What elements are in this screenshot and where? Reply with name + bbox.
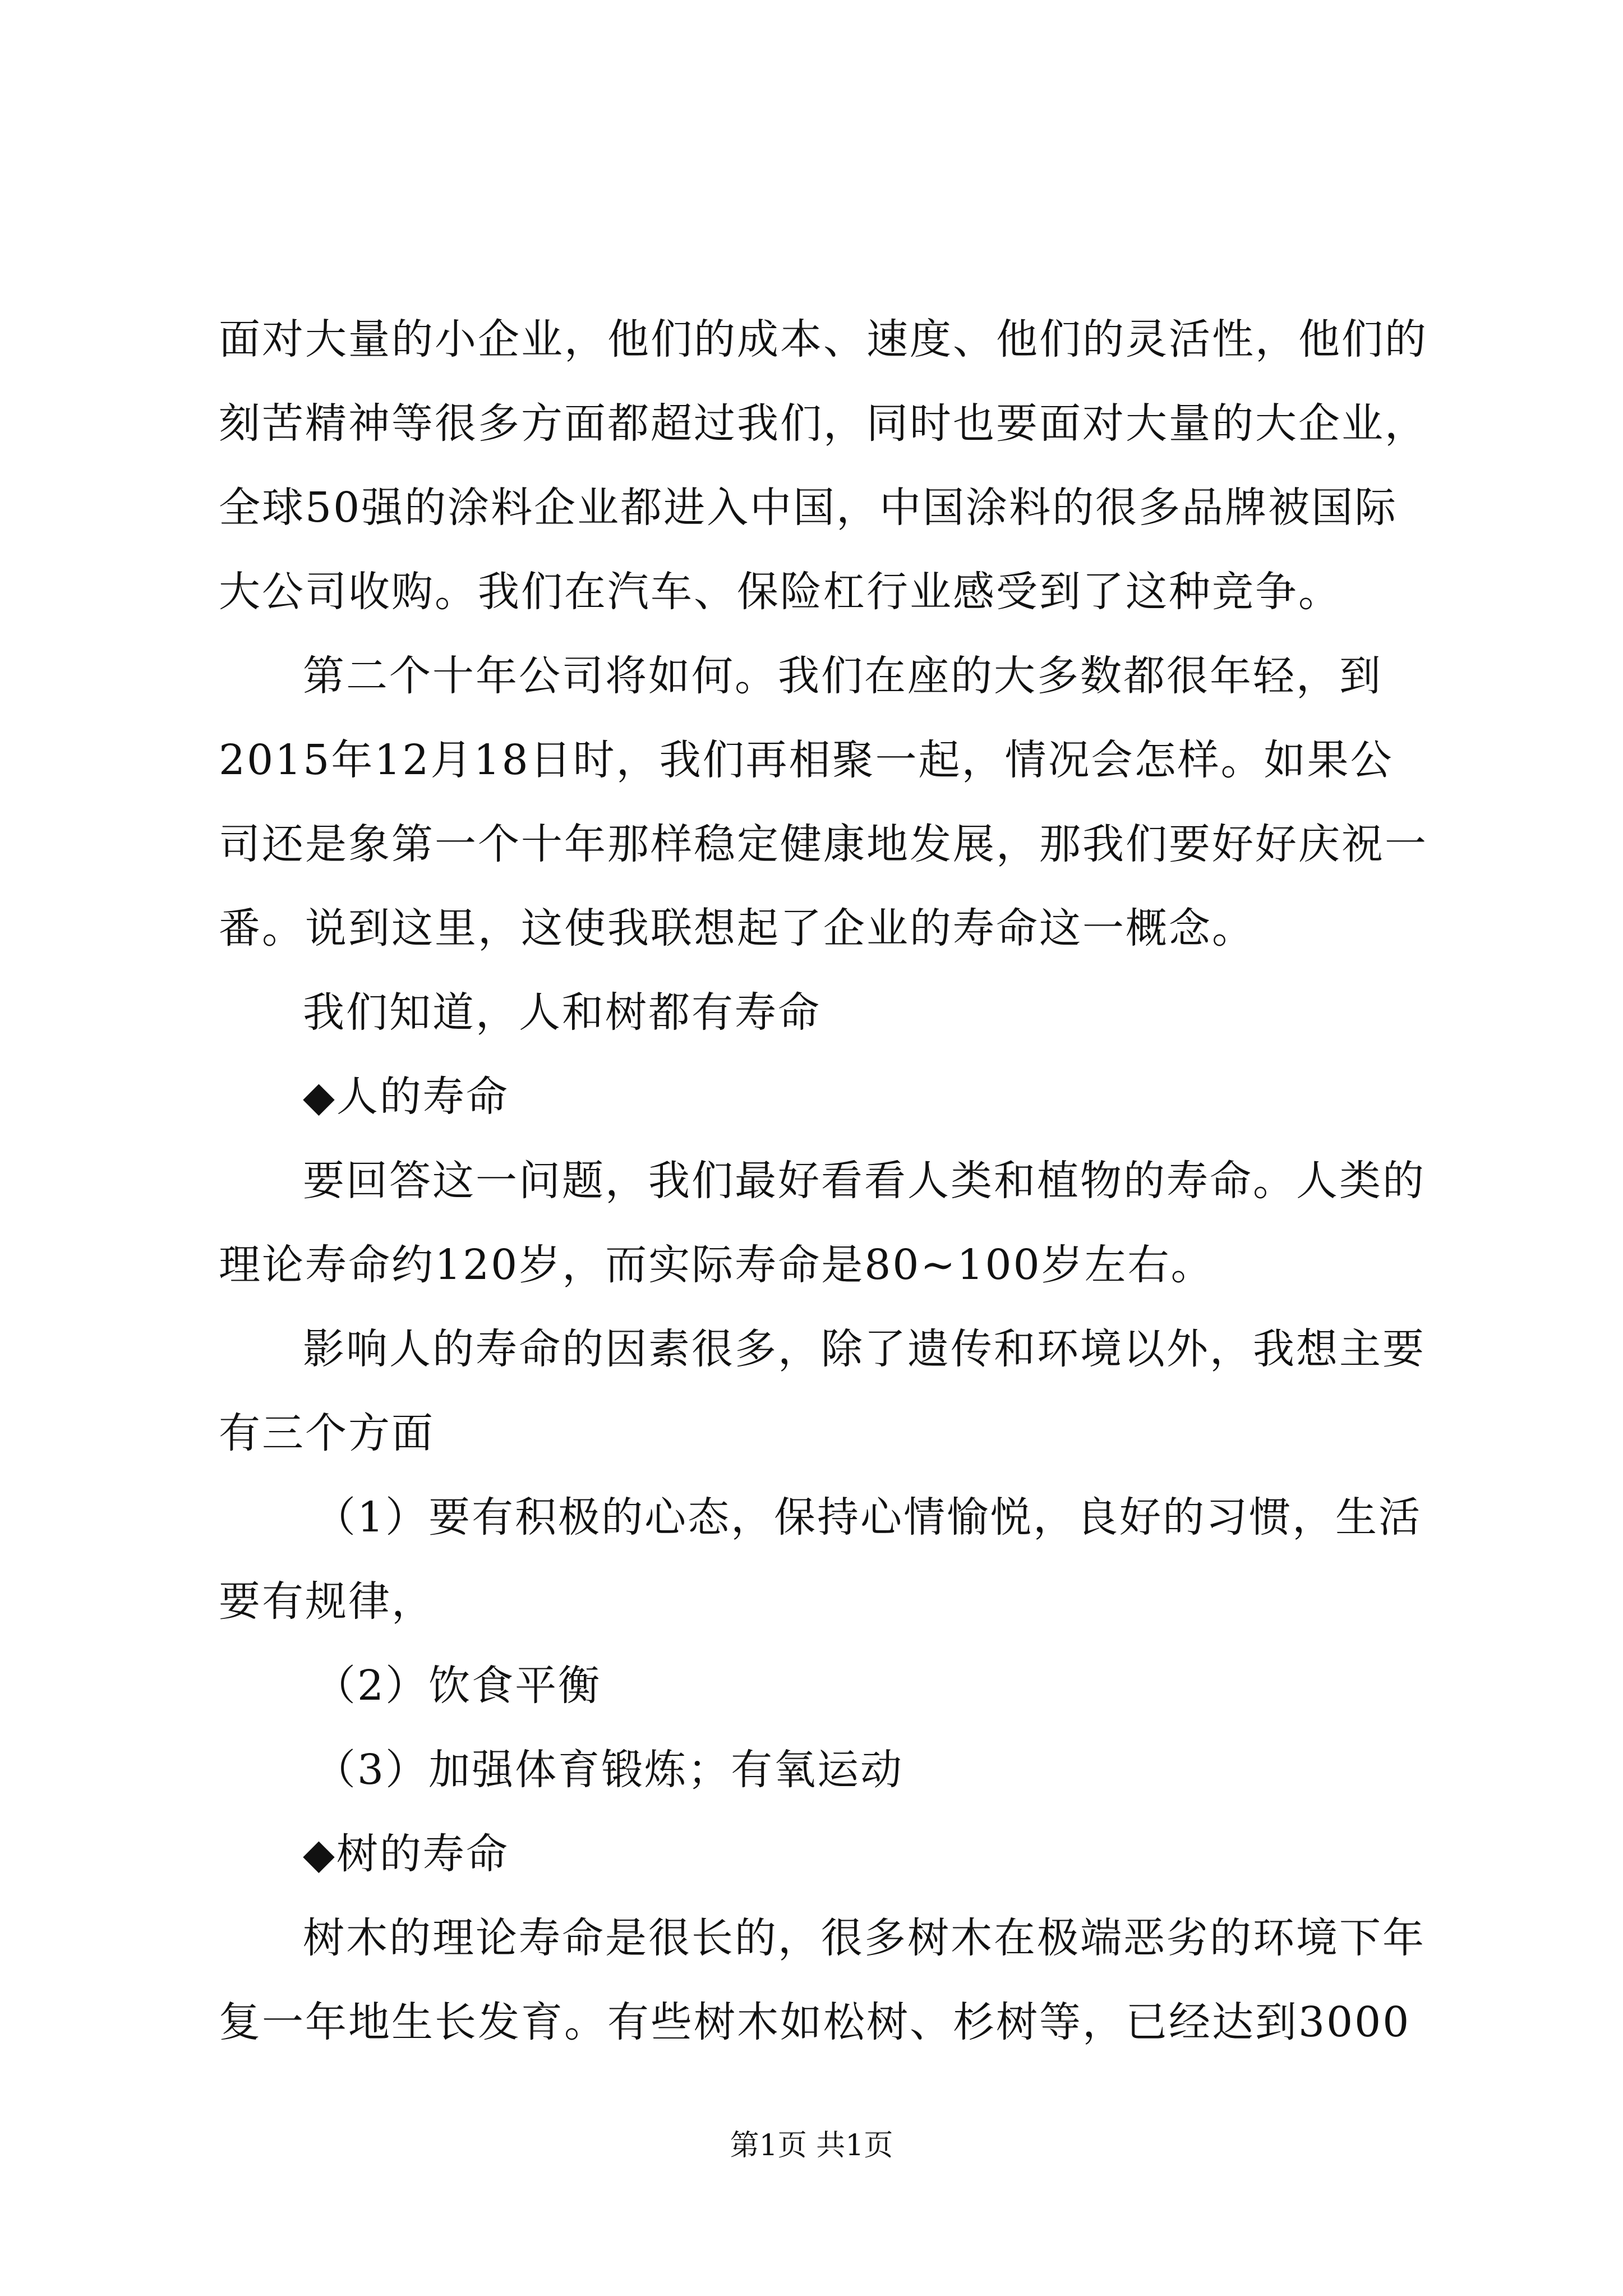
- body-line: 理论寿命约120岁，而实际寿命是80~100岁左右。: [219, 1241, 1214, 1289]
- paragraph-start-line: 树木的理论寿命是很长的，很多树木在极端恶劣的环境下年: [303, 1914, 1426, 1962]
- body-line: 司还是象第一个十年那样稳定健康地发展，那我们要好好庆祝一: [219, 820, 1428, 868]
- body-line: 全球50强的涂料企业都进入中国，中国涂料的很多品牌被国际: [219, 484, 1398, 532]
- body-line: 复一年地生长发育。有些树木如松树、杉树等，已经达到3000: [219, 1998, 1411, 2046]
- body-line: 面对大量的小企业，他们的成本、速度、他们的灵活性，他们的: [219, 315, 1428, 364]
- body-line: 2015年12月18日时，我们再相聚一起，情况会怎样。如果公: [219, 736, 1394, 784]
- body-line: 大公司收购。我们在汽车、保险杠行业感受到了这种竞争。: [219, 568, 1341, 616]
- body-line: 要有规律，: [219, 1577, 435, 1626]
- body-line: 刻苦精神等很多方面都超过我们，同时也要面对大量的大企业，: [219, 399, 1428, 448]
- paragraph-start-line: 我们知道，人和树都有寿命: [303, 988, 821, 1037]
- paragraph-start-line: 要回答这一问题，我们最好看看人类和植物的寿命。人类的: [303, 1157, 1426, 1205]
- section-heading: ◆人的寿命: [303, 1073, 509, 1121]
- list-item: （3）加强体育锻炼；有氧运动: [314, 1746, 904, 1794]
- paragraph-start-line: 第二个十年公司将如何。我们在座的大多数都很年轻，到: [303, 652, 1382, 700]
- body-line: 有三个方面: [219, 1409, 435, 1457]
- paragraph-start-line: 影响人的寿命的因素很多，除了遗传和环境以外，我想主要: [303, 1325, 1426, 1373]
- body-line: 番。说到这里，这使我联想起了企业的寿命这一概念。: [219, 904, 1255, 953]
- section-heading: ◆树的寿命: [303, 1830, 509, 1878]
- list-item: （1）要有积极的心态，保持心情愉悦，良好的习惯，生活: [314, 1493, 1422, 1542]
- page-footer: 第1页 共1页: [730, 2129, 893, 2162]
- list-item: （2）饮食平衡: [314, 1662, 602, 1710]
